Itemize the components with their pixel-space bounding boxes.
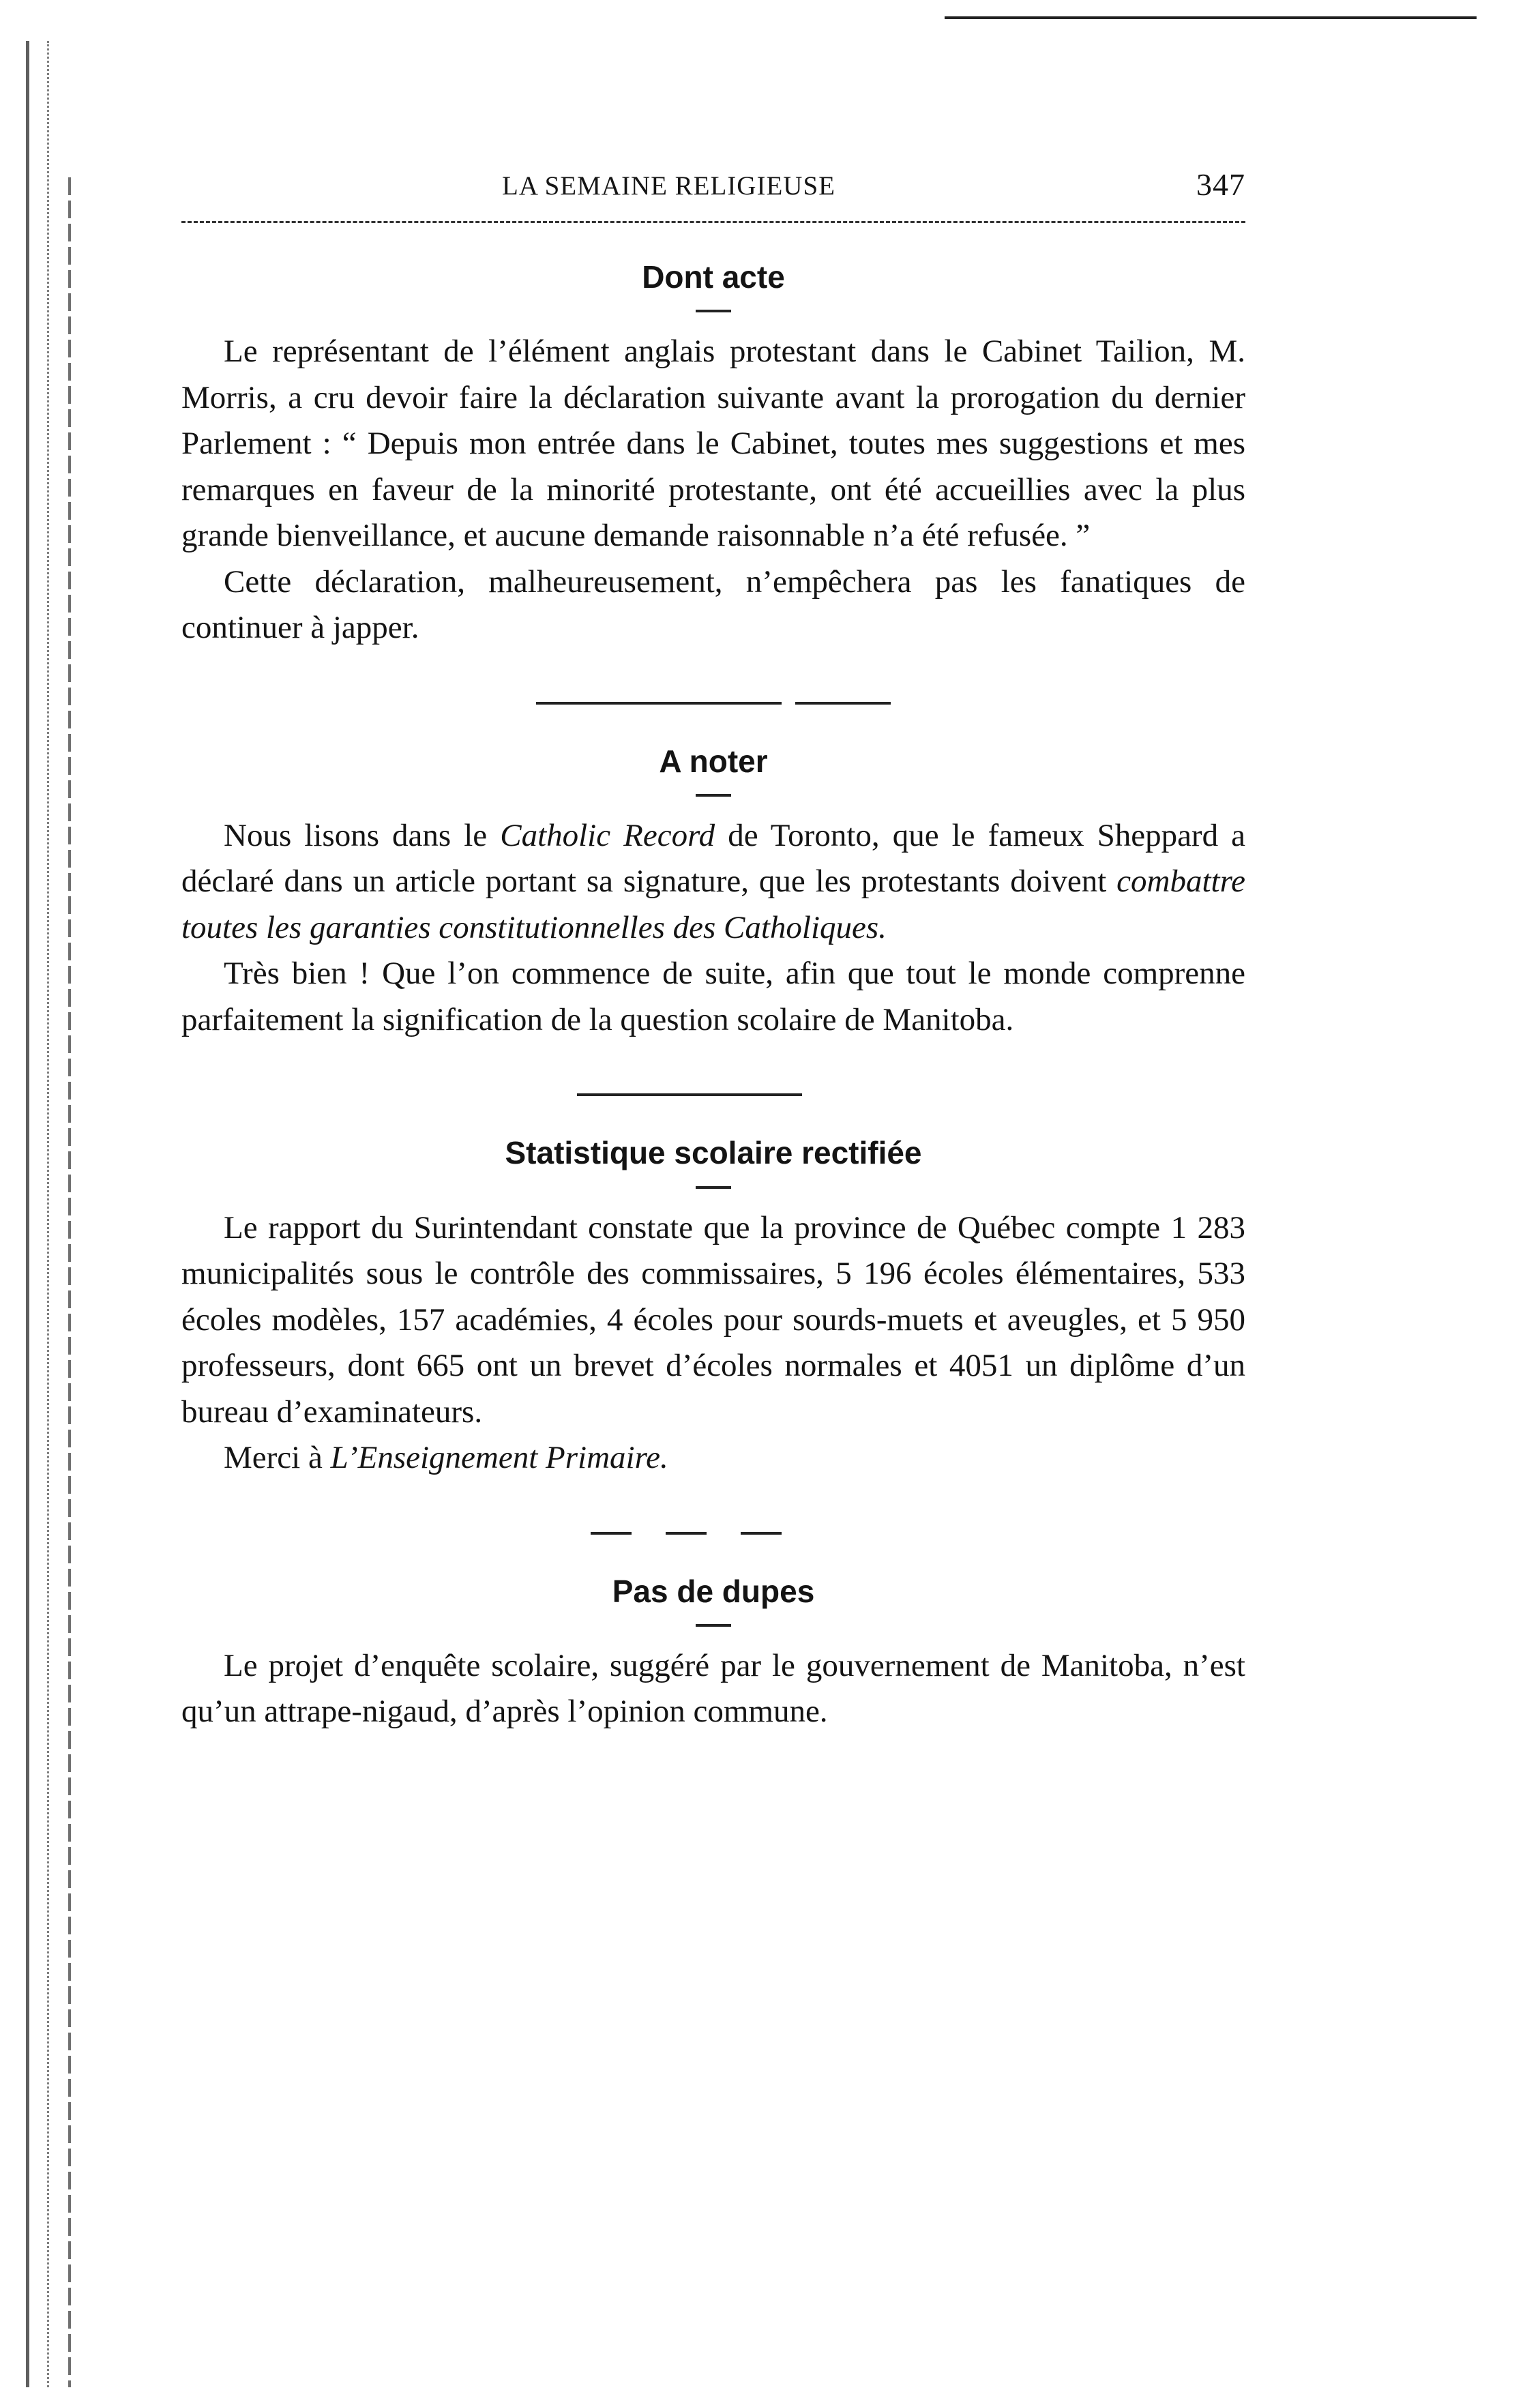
section-title: Dont acte [642, 259, 785, 295]
section-title: Statistique scolaire rectifiée [505, 1135, 922, 1171]
text-run: Nous lisons dans le [224, 817, 501, 853]
title-dash [696, 1624, 731, 1627]
section-pas-de-dupes [181, 1573, 1245, 1735]
paragraph: Cette déclaration, malheureusement, n’empêchera pas les fanatiques de continuer à japper. [181, 563, 1245, 646]
title-dash [696, 310, 731, 312]
section-divider [577, 1093, 802, 1096]
text-run: Merci à [224, 1440, 331, 1476]
text-run: de Toronto, que le fameux Sheppard a déclaré dans un article portant sa signature, que les protestants doivent [181, 817, 1245, 900]
running-header [181, 167, 1245, 209]
page-number: 347 [1196, 167, 1245, 202]
italic-text: Catholic Record [500, 817, 715, 853]
title-dash [696, 1186, 731, 1189]
paragraph: Le représentant de l’élément anglais protestant dans le Cabinet Tailion, M. Morris, a cru devoir faire la déclaration suivante avant la prorogation du dernier Parlement : “ Depuis mon entrée dans le Cabinet, toutes mes suggestions et mes remarques en faveur de la minorité protestante, ont été accueillies avec la plus grande bienveillance, et aucune demande raisonnable n’a été refusée. ” [181, 334, 1245, 554]
paragraph: Très bien ! Que l’on commence de suite, afin que tout le monde comprenne parfaitement la signification de la question scolaire de Manitoba. [181, 956, 1245, 1037]
paragraph [181, 1435, 1245, 1481]
title-dash [696, 794, 731, 797]
section-divider [536, 702, 891, 705]
section-statistique [181, 1134, 1245, 1481]
section-title: A noter [659, 743, 768, 779]
paragraph: Le projet d’enquête scolaire, suggéré par le gouvernement de Manitoba, n’est qu’un attrape-nigaud, d’après l’opinion commune. [181, 1647, 1245, 1730]
header-rule [181, 221, 1245, 223]
section-divider [591, 1532, 795, 1535]
running-title: LA SEMAINE RELIGIEUSE [502, 171, 835, 201]
top-edge-rule [945, 16, 1477, 19]
section-dont-acte [181, 259, 1245, 651]
section-a-noter [181, 743, 1245, 1044]
section-title: Pas de dupes [612, 1573, 815, 1609]
paragraph: Le rapport du Surintendant constate que la province de Québec compte 1 283 municipalités sous le contrôle des commissaires, 5 196 écoles élémentaires, 533 écoles modèles, 157 académies, 4 écoles pour sourds-muets et aveugles, et 5 950 professeurs, dont 665 ont un brevet d’écoles normales et 4051 un diplôme d’un bureau d’examinateurs. [181, 1209, 1245, 1430]
page-binding-edge [26, 41, 49, 2387]
paragraph [181, 813, 1245, 951]
italic-text: combattre toutes les garanties constitutionnelles des Catholiques. [181, 864, 1245, 945]
page-content [181, 167, 1245, 1735]
italic-text: L’Enseignement Primaire. [330, 1440, 668, 1476]
page-binding-stitching [68, 177, 71, 2387]
